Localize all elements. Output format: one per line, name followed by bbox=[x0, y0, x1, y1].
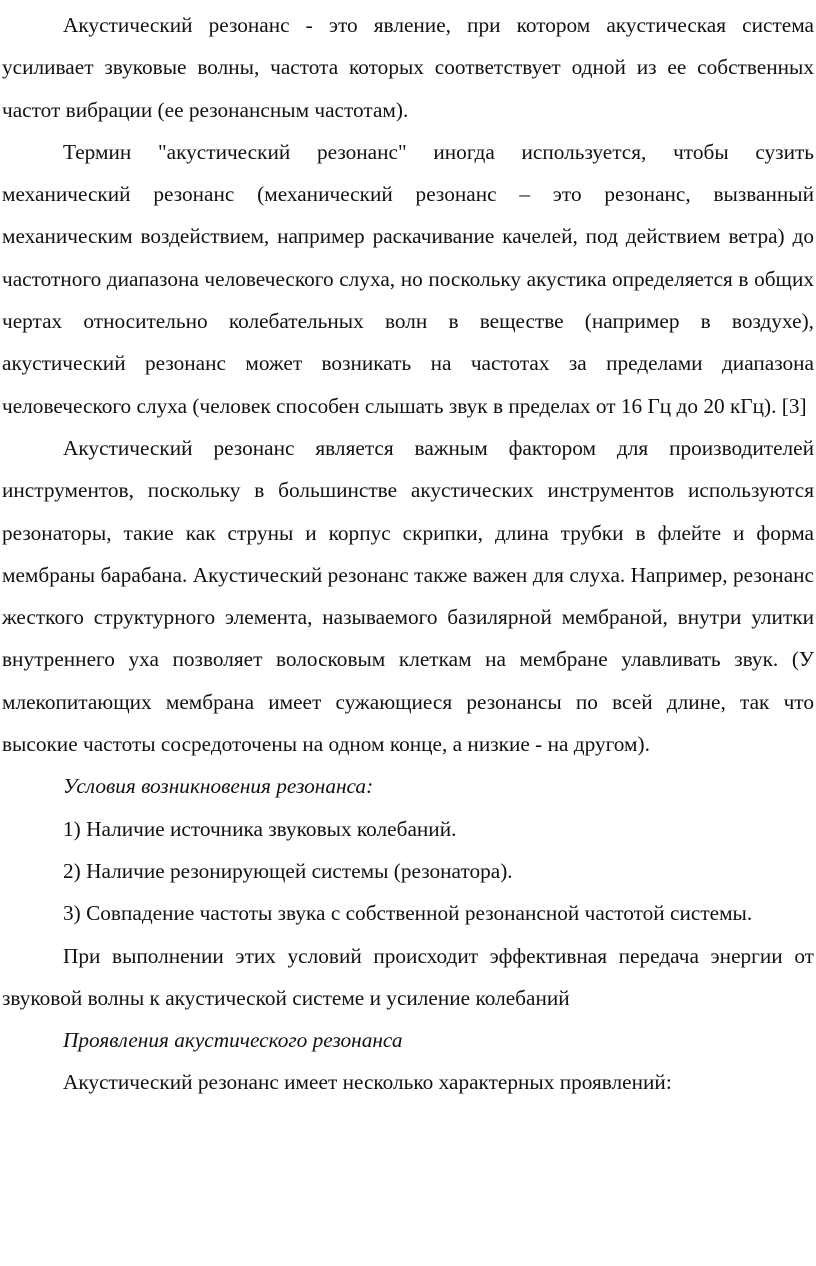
heading-conditions: Условия возникновения резонанса: bbox=[63, 774, 374, 799]
paragraph-term: Термин "акустический резонанс" иногда используется, чтобы сузить механический резонанс (механический резонанс – это резонанс, вызванный механическим воздействием, например раскачивание качелей, под действием ветра) до частотного диапазона человеческого слуха, но поскольку акустика определяется в общих чертах относительно колебательных волн в веществе (например в воздухе), акустический резонанс может возникать на частотах за пределами диапазона человеческого слуха (человек способен слышать звук в пределах от 16 Гц до 20 кГц). [3] bbox=[2, 139, 814, 418]
paragraph-manifestations-intro: Акустический резонанс имеет несколько характерных проявлений: bbox=[63, 1070, 672, 1095]
list-item-source: 1) Наличие источника звуковых колебаний. bbox=[63, 816, 457, 841]
list-item-resonator: 2) Наличие резонирующей системы (резонатора). bbox=[63, 858, 513, 883]
list-item-frequency-match: 3) Совпадение частоты звука с собственной резонансной частотой системы. bbox=[63, 901, 753, 926]
paragraph-instruments: Акустический резонанс является важным фактором для производителей инструментов, поскольку в большинстве акустических инструментов используются резонаторы, такие как струны и корпус скрипки, длина трубки в флейте и форма мембраны барабана. Акустический резонанс также важен для слуха. Например, резонанс жесткого структурного элемента, называемого базилярной мембраной, внутри улитки внутреннего уха позволяет волосковым клеткам на мембране улавливать звук. (У млекопитающих мембрана имеет сужающиеся резонансы по всей длине, так что высокие частоты сосредоточены на одном конце, а низкие - на другом). bbox=[2, 435, 814, 757]
heading-manifestations: Проявления акустического резонанса bbox=[63, 1028, 403, 1053]
paragraph-definition: Акустический резонанс - это явление, при котором акустическая система усиливает звуковые волны, частота которых соответствует одной из ее собственных частот вибрации (ее резонансным частотам). bbox=[2, 13, 814, 122]
paragraph-energy-transfer: При выполнении этих условий происходит эффективная передача энергии от звуковой волны к акустической системе и усиление колебаний bbox=[2, 943, 814, 1010]
